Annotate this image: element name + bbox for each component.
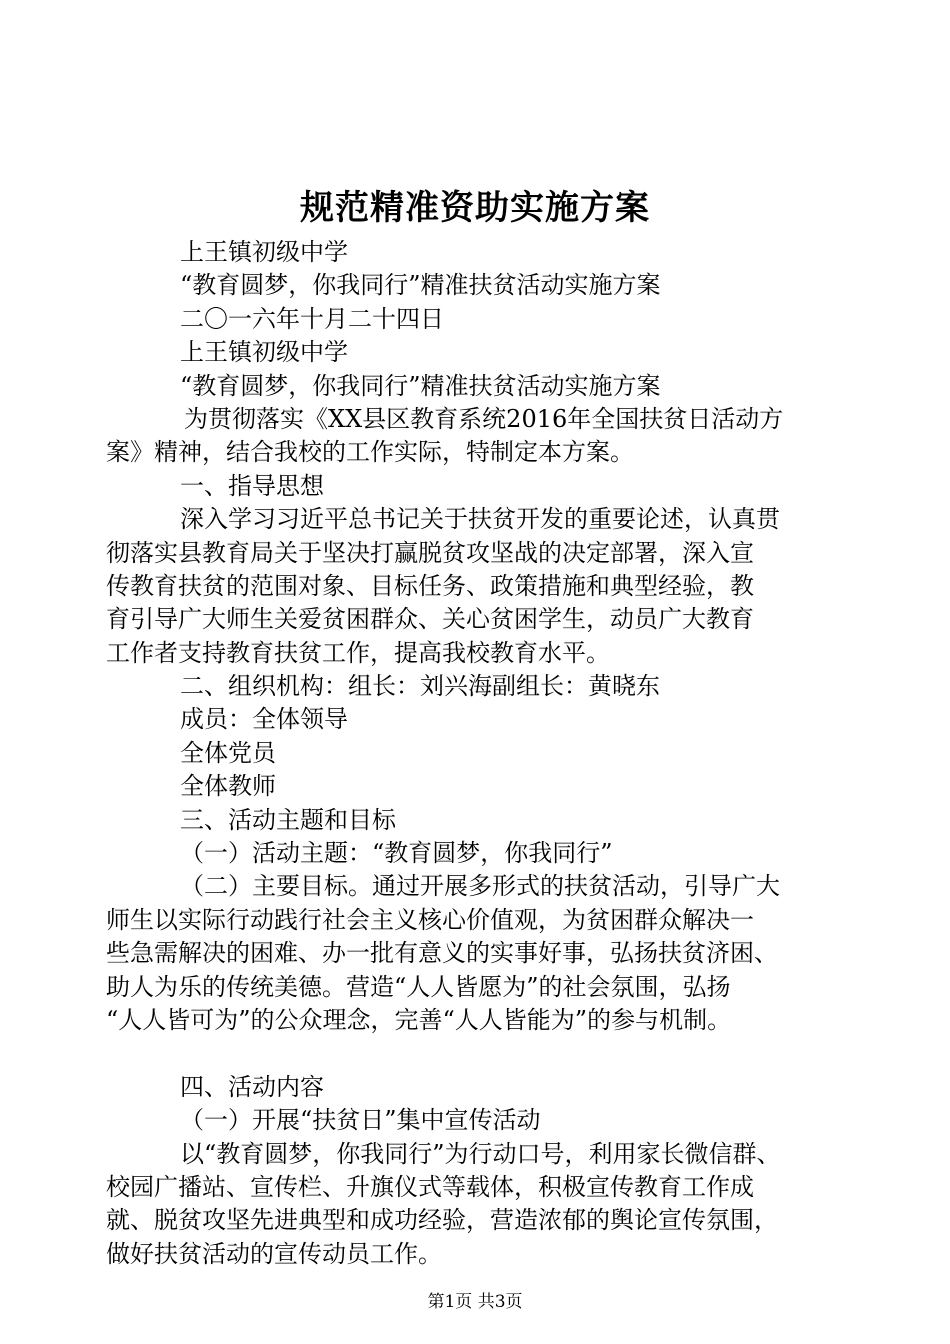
paragraph-line: 全体教师 — [180, 772, 276, 801]
paragraph-line: （一）活动主题：“教育圆梦，你我同行” — [180, 839, 613, 868]
paragraph-line: “人人皆可为”的公众理念，完善“人人皆能为”的参与机制。 — [106, 1005, 732, 1034]
paragraph-line: （一）开展“扶贫日”集中宣传活动 — [180, 1106, 541, 1135]
paragraph-line: 校园广播站、宣传栏、升旗仪式等载体，积极宣传教育工作成 — [106, 1172, 754, 1201]
paragraph-line: 彻落实县教育局关于坚决打赢脱贫攻坚战的决定部署，深入宣 — [106, 538, 754, 567]
section-heading: 二、组织机构：组长：刘兴海副组长：黄晓东 — [180, 672, 660, 701]
page-number-footer: 第1页 共3页 — [427, 1292, 523, 1312]
paragraph-line: （二）主要目标。通过开展多形式的扶贫活动，引导广大 — [180, 872, 780, 901]
paragraph-line: 传教育扶贫的范围对象、目标任务、政策措施和典型经验，教 — [106, 571, 754, 600]
paragraph-line: 做好扶贫活动的宣传动员工作。 — [106, 1239, 442, 1268]
section-heading: 一、指导思想 — [180, 471, 324, 500]
paragraph-line: 工作者支持教育扶贫工作，提高我校教育水平。 — [106, 638, 610, 667]
blank-line — [106, 1037, 854, 1070]
paragraph-line: 为贯彻落实《XX县区教育系统2016年全国扶贫日活动方 — [184, 404, 784, 433]
paragraph-line: 全体党员 — [180, 738, 276, 767]
paragraph-line: 深入学习习近平总书记关于扶贫开发的重要论述，认真贯 — [180, 505, 780, 534]
paragraph-line: 就、脱贫攻坚先进典型和成功经验，营造浓郁的舆论宣传氛围， — [106, 1206, 778, 1235]
document-body — [106, 236, 854, 1271]
paragraph-line: “教育圆梦，你我同行”精准扶贫活动实施方案 — [180, 271, 661, 300]
paragraph-line: “教育圆梦，你我同行”精准扶贫活动实施方案 — [180, 371, 661, 400]
section-heading: 四、活动内容 — [180, 1072, 324, 1101]
paragraph-line: 师生以实际行动践行社会主义核心价值观，为贫困群众解决一 — [106, 905, 754, 934]
paragraph-line: 上王镇初级中学 — [180, 338, 348, 367]
paragraph-line: 案》精神，结合我校的工作实际，特制定本方案。 — [106, 438, 634, 467]
paragraph-line: 上王镇初级中学 — [180, 238, 348, 266]
paragraph-line: 二〇一六年十月二十四日 — [180, 304, 444, 333]
section-heading: 三、活动主题和目标 — [180, 805, 396, 834]
paragraph-line: 育引导广大师生关爱贫困群众、关心贫困学生，动员广大教育 — [106, 605, 754, 634]
paragraph-line: 成员：全体领导 — [180, 705, 348, 734]
paragraph-line: 助人为乐的传统美德。营造“人人皆愿为”的社会氛围，弘扬 — [106, 972, 731, 1001]
paragraph-line: 些急需解决的困难、办一批有意义的实事好事，弘扬扶贫济困、 — [106, 939, 778, 968]
document-title: 规范精准资助实施方案 — [300, 188, 650, 228]
paragraph-line: 以“教育圆梦，你我同行”为行动口号，利用家长微信群、 — [180, 1139, 781, 1168]
